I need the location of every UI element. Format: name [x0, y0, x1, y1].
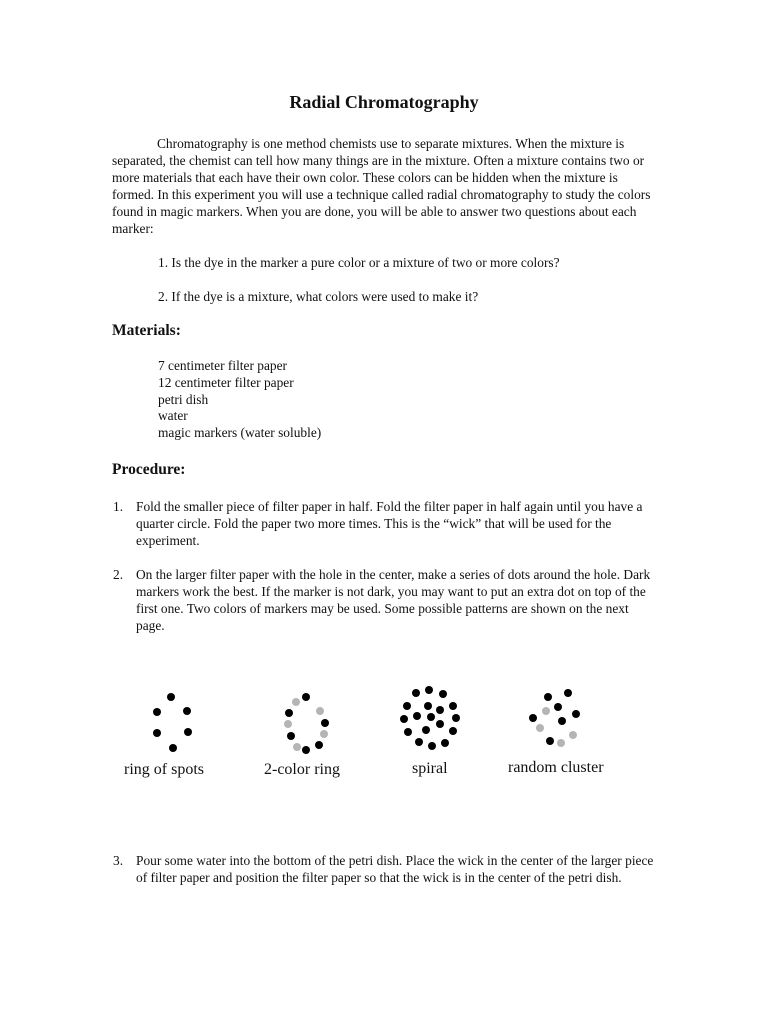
dark-dot: [558, 717, 566, 725]
dot-patterns: [153, 686, 580, 754]
dark-dot: [169, 744, 177, 752]
dark-dot: [302, 746, 310, 754]
dark-dot: [427, 713, 435, 721]
light-dot: [542, 707, 550, 715]
light-dot: [316, 707, 324, 715]
materials-item: petri dish: [158, 391, 209, 407]
question-2: 2. If the dye is a mixture, what colors were used to make it?: [158, 289, 479, 304]
2-color-ring-pattern: [284, 693, 329, 754]
step-number: 3.: [113, 853, 124, 868]
dark-dot: [449, 727, 457, 735]
step-number: 2.: [113, 567, 124, 582]
dark-dot: [529, 714, 537, 722]
dark-dot: [153, 729, 161, 737]
materials-item: 12 centimeter filter paper: [158, 374, 294, 390]
page-title: Radial Chromatography: [289, 92, 479, 112]
dark-dot: [285, 709, 293, 717]
dark-dot: [153, 708, 161, 716]
dark-dot: [302, 693, 310, 701]
dark-dot: [449, 702, 457, 710]
dark-dot: [544, 693, 552, 701]
random-cluster-pattern: [529, 689, 580, 747]
dark-dot: [400, 715, 408, 723]
light-dot: [284, 720, 292, 728]
dark-dot: [287, 732, 295, 740]
ring-of-spots-pattern: [153, 693, 192, 752]
dark-dot: [184, 728, 192, 736]
step-text: On the larger filter paper with the hole in the center, make a series of dots around the hole. Dark markers work the best. If the marker is not dark, you may want to put an extra dot on top of the first one. Two colors of markers may be used. Some possible patterns are shown on the next page.: [136, 567, 651, 633]
dark-dot: [436, 720, 444, 728]
dark-dot: [412, 689, 420, 697]
light-dot: [557, 739, 565, 747]
dark-dot: [452, 714, 460, 722]
caption-ring-of-spots: ring of spots: [124, 761, 204, 778]
materials-item: water: [158, 408, 188, 424]
procedure-step-1: [113, 498, 658, 549]
dark-dot: [183, 707, 191, 715]
procedure-heading: Procedure:: [112, 461, 186, 478]
spiral-pattern: [400, 686, 460, 750]
dark-dot: [572, 710, 580, 718]
caption-2-color-ring: 2-color ring: [264, 761, 340, 778]
light-dot: [320, 730, 328, 738]
dark-dot: [424, 702, 432, 710]
materials-item: magic markers (water soluble): [158, 425, 322, 441]
dark-dot: [554, 703, 562, 711]
light-dot: [569, 731, 577, 739]
dark-dot: [441, 739, 449, 747]
dark-dot: [439, 690, 447, 698]
light-dot: [536, 724, 544, 732]
dark-dot: [315, 741, 323, 749]
dark-dot: [564, 689, 572, 697]
caption-random-cluster: random cluster: [508, 759, 604, 776]
dark-dot: [413, 712, 421, 720]
light-dot: [293, 743, 301, 751]
procedure-step-2: [113, 566, 658, 634]
dark-dot: [404, 728, 412, 736]
dark-dot: [425, 686, 433, 694]
intro-paragraph: Chromatography is one method chemists use to separate mixtures. When the mixture is separated, the chemist can tell how many things are in the mixture. Often a mixture contains two or more materials that each have their own color. These colors can be hidden when the mixture is formed. In this experiment you will use a technique called radial chromatography to study the colors found in magic markers. When you are done, you will be able to answer two questions about each marker:: [112, 136, 651, 236]
caption-spiral: spiral: [412, 760, 448, 777]
step-text: Pour some water into the bottom of the petri dish. Place the wick in the center of the larger piece of filter paper and position the filter paper so that the wick is in the center of the petri dish.: [136, 853, 654, 885]
dark-dot: [415, 738, 423, 746]
dark-dot: [403, 702, 411, 710]
procedure-step-3: [113, 852, 658, 886]
dark-dot: [428, 742, 436, 750]
dark-dot: [167, 693, 175, 701]
question-1: 1. Is the dye in the marker a pure color or a mixture of two or more colors?: [158, 255, 560, 270]
materials-heading: Materials:: [112, 322, 181, 339]
dark-dot: [422, 726, 430, 734]
dark-dot: [546, 737, 554, 745]
step-number: 1.: [113, 499, 124, 514]
light-dot: [292, 698, 300, 706]
dark-dot: [321, 719, 329, 727]
materials-list: [158, 358, 321, 442]
step-text: Fold the smaller piece of filter paper in half. Fold the filter paper in half again until you have a quarter circle. Fold the paper two more times. This is the “wick” that will be used for the experiment.: [136, 499, 643, 548]
dark-dot: [436, 706, 444, 714]
materials-item: 7 centimeter filter paper: [158, 358, 288, 373]
